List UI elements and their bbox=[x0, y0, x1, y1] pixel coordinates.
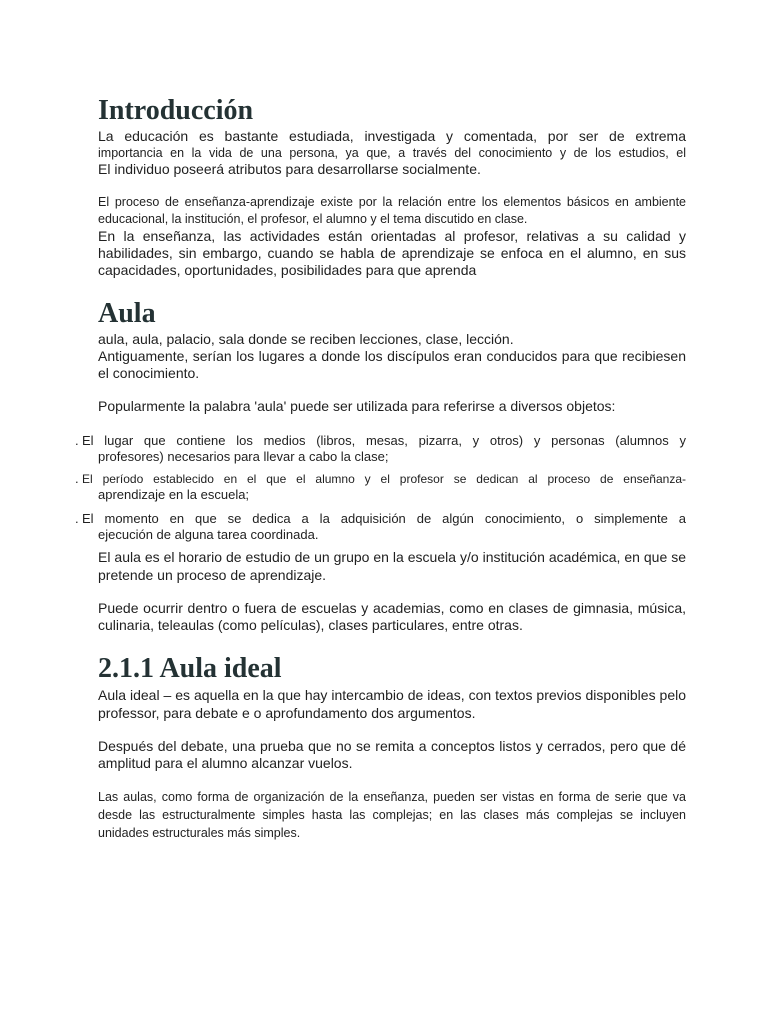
aula-paragraph-3: Popularmente la palabra 'aula' puede ser utilizada para referirse a diversos objetos: bbox=[98, 398, 616, 414]
bullet-marker: . bbox=[75, 433, 79, 448]
list-item-line-1: El momento en que se dedica a la adquisición de algún conocimiento, o simplemente a bbox=[82, 511, 686, 526]
list-item bbox=[75, 433, 686, 465]
intro-paragraph-1-line-1: La educación es bastante estudiada, investigada y comentada, por ser de extrema bbox=[98, 128, 686, 144]
aula-paragraph-2: Antiguamente, serían los lugares a donde los discípulos eran conducidos para que recibiesen el conocimiento. bbox=[98, 348, 686, 381]
heading-aula-ideal: 2.1.1 Aula ideal bbox=[98, 653, 282, 684]
bullet-marker: . bbox=[75, 471, 79, 486]
heading-aula: Aula bbox=[98, 298, 156, 329]
intro-paragraph-3: En la enseñanza, las actividades están orientadas al profesor, relativas a su calidad y habilidades, sin embargo, cuando se habla de aprendizaje se enfoca en el alumno, en sus capacidades, oportunidades, posibilidades para que aprenda bbox=[98, 228, 686, 278]
aula-bullet-list bbox=[75, 433, 686, 543]
list-item-line-1: El período establecido en el que el alumno y el profesor se dedican al proceso de enseñanza- bbox=[82, 472, 686, 486]
list-item bbox=[75, 511, 686, 543]
aula-ideal-paragraph-2: Después del debate, una prueba que no se remita a conceptos listos y cerrados, pero que dé amplitud para el alumno alcanzar vuelos. bbox=[98, 738, 686, 771]
list-item-line-1: El lugar que contiene los medios (libros, mesas, pizarra, y otros) y personas (alumnos y bbox=[82, 433, 686, 448]
document-page bbox=[75, 94, 686, 842]
aula-paragraph-5: Puede ocurrir dentro o fuera de escuelas y academias, como en clases de gimnasia, música, culinaria, teleaulas (como películas), clases particulares, entre otras. bbox=[98, 600, 686, 633]
intro-paragraph-1-line-3: El individuo poseerá atributos para desarrollarse socialmente. bbox=[98, 161, 481, 177]
intro-paragraph-2: El proceso de enseñanza-aprendizaje existe por la relación entre los elementos básicos en ambiente educacional, la institución, el profesor, el alumno y el tema discutido en clase. bbox=[98, 195, 686, 226]
bullet-marker: . bbox=[75, 511, 79, 526]
intro-paragraph-1-line-2: importancia en la vida de una persona, ya que, a través del conocimiento y de los estudios, el bbox=[98, 146, 686, 160]
heading-introduccion: Introducción bbox=[98, 95, 254, 126]
list-item-line-2: profesores) necesarios para llevar a cabo la clase; bbox=[98, 449, 389, 464]
aula-paragraph-4: El aula es el horario de estudio de un grupo en la escuela y/o institución académica, en que se pretende un proceso de aprendizaje. bbox=[98, 549, 686, 583]
list-item-line-2: ejecución de alguna tarea coordinada. bbox=[98, 527, 319, 542]
list-item bbox=[75, 471, 686, 503]
aula-ideal-paragraph-1: Aula ideal – es aquella en la que hay intercambio de ideas, con textos previos disponibles pelo professor, para debate e o aprofundamento dos argumentos. bbox=[98, 687, 686, 721]
aula-ideal-paragraph-3: Las aulas, como forma de organización de la enseñanza, pueden ser vistas en forma de serie que va desde las estructuralmente simples hasta las complejas; en las clases más complejas se incluyen unidades estructurales más simples. bbox=[98, 790, 686, 840]
aula-paragraph-1: aula, aula, palacio, sala donde se reciben lecciones, clase, lección. bbox=[98, 331, 514, 347]
list-item-line-2: aprendizaje en la escuela; bbox=[98, 487, 250, 502]
